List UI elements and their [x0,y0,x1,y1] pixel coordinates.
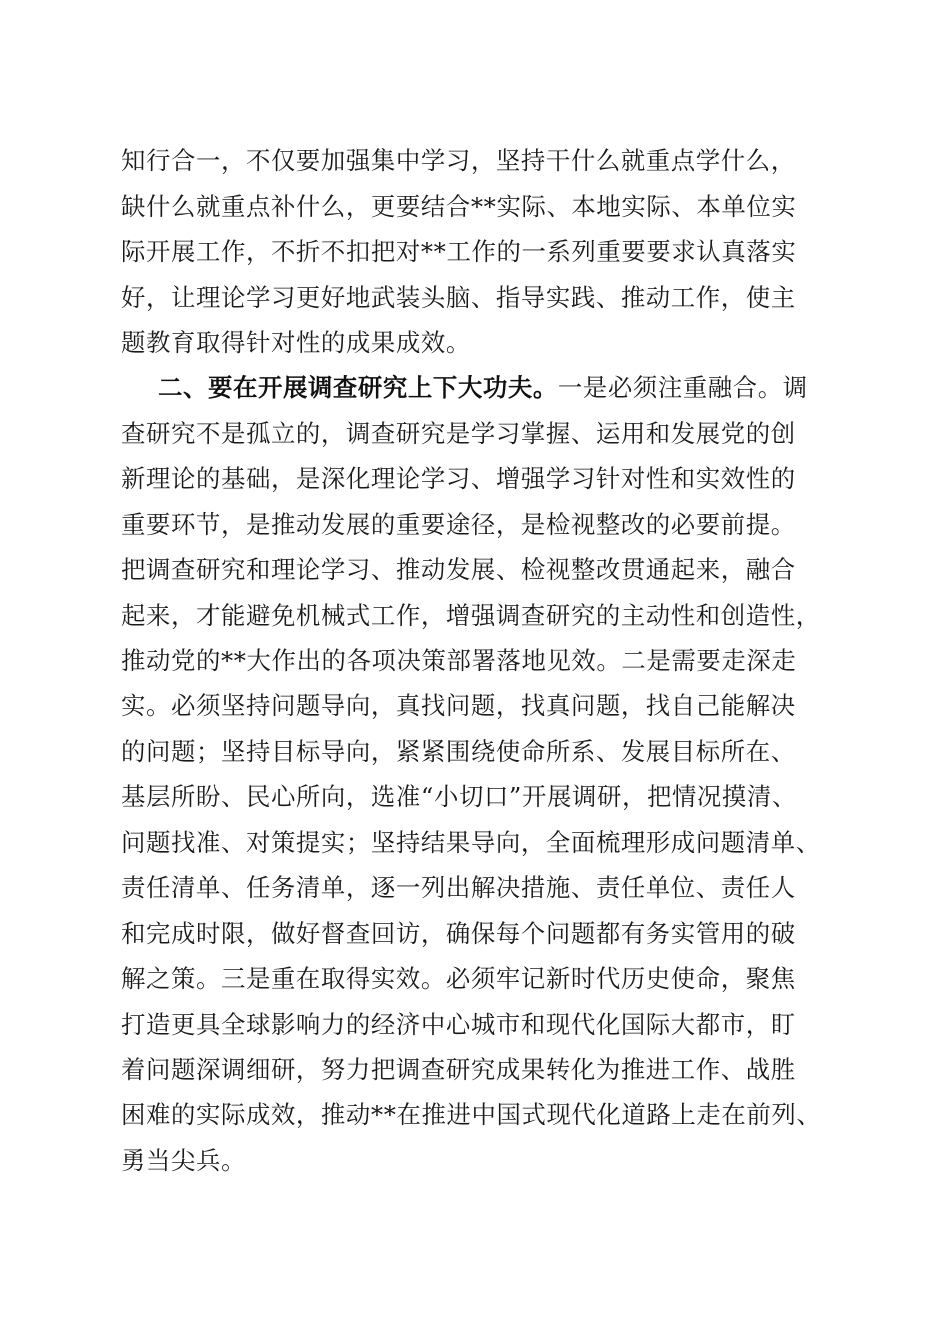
paragraph-2-line-8: 实。必须坚持问题导向，真找问题，找真问题，找自己能解决 [121,691,796,720]
paragraph-2-line-6: 起来，才能避免机械式工作，增强调查研究的主动性和创造性， [121,601,821,630]
paragraph-2-line-14: 解之策。三是重在取得实效。必须牢记新时代历史使命，聚焦 [121,964,796,993]
paragraph-2-line-10: 基层所盼、民心所向，选准“小切口”开展调研，把情况摸清、 [121,782,797,811]
paragraph-2-line-3: 新理论的基础，是深化理论学习、增强学习针对性和实效性的 [121,464,796,493]
paragraph-2-line-1 [158,372,808,404]
paragraph-1-line-4: 好，让理论学习更好地武装头脑、指导实践、推动工作，使主 [121,283,796,312]
paragraph-2-line-2: 查研究不是孤立的，调查研究是学习掌握、运用和发展党的创 [121,419,796,448]
paragraph-1-line-2: 缺什么就重点补什么，更要结合**实际、本地实际、本单位实 [121,192,797,221]
section-heading: 二、要在开展调查研究上下大功夫。 [158,373,558,402]
paragraph-2-line-9: 的问题；坚持目标导向，紧紧围绕使命所系、发展目标所在、 [121,737,796,766]
paragraph-2-line-4: 重要环节，是推动发展的重要途径，是检视整改的必要前提。 [121,510,796,539]
paragraph-2-line-16: 着问题深调细研，努力把调查研究成果转化为推进工作、战胜 [121,1055,796,1084]
paragraph-2-line-13: 和完成时限，做好督查回访，确保每个问题都有务实管用的破 [121,919,796,948]
paragraph-1-line-1: 知行合一，不仅要加强集中学习，坚持干什么就重点学什么， [121,146,796,175]
paragraph-2-line-12: 责任清单、任务清单，逐一列出解决措施、责任单位、责任人 [121,873,796,902]
paragraph-2-line-18: 勇当尖兵。 [121,1146,246,1175]
paragraph-2-line-17: 困难的实际成效，推动**在推进中国式现代化道路上走在前列、 [121,1100,822,1129]
paragraph-2-line-15: 打造更具全球影响力的经济中心城市和现代化国际大都市，盯 [121,1010,796,1039]
paragraph-1-line-5: 题教育取得针对性的成果成效。 [121,328,471,357]
paragraph-2-line-5: 把调查研究和理论学习、推动发展、检视整改贯通起来，融合 [121,555,796,584]
paragraph-2-line-11: 问题找准、对策提实；坚持结果导向，全面梳理形成问题清单、 [121,828,821,857]
paragraph-1-line-3: 际开展工作，不折不扣把对**工作的一系列重要要求认真落实 [121,237,797,266]
paragraph-2-first-line-rest: 一是必须注重融合。调 [557,373,808,402]
paragraph-2-line-7: 推动党的**大作出的各项决策部署落地见效。二是需要走深走 [121,646,797,675]
